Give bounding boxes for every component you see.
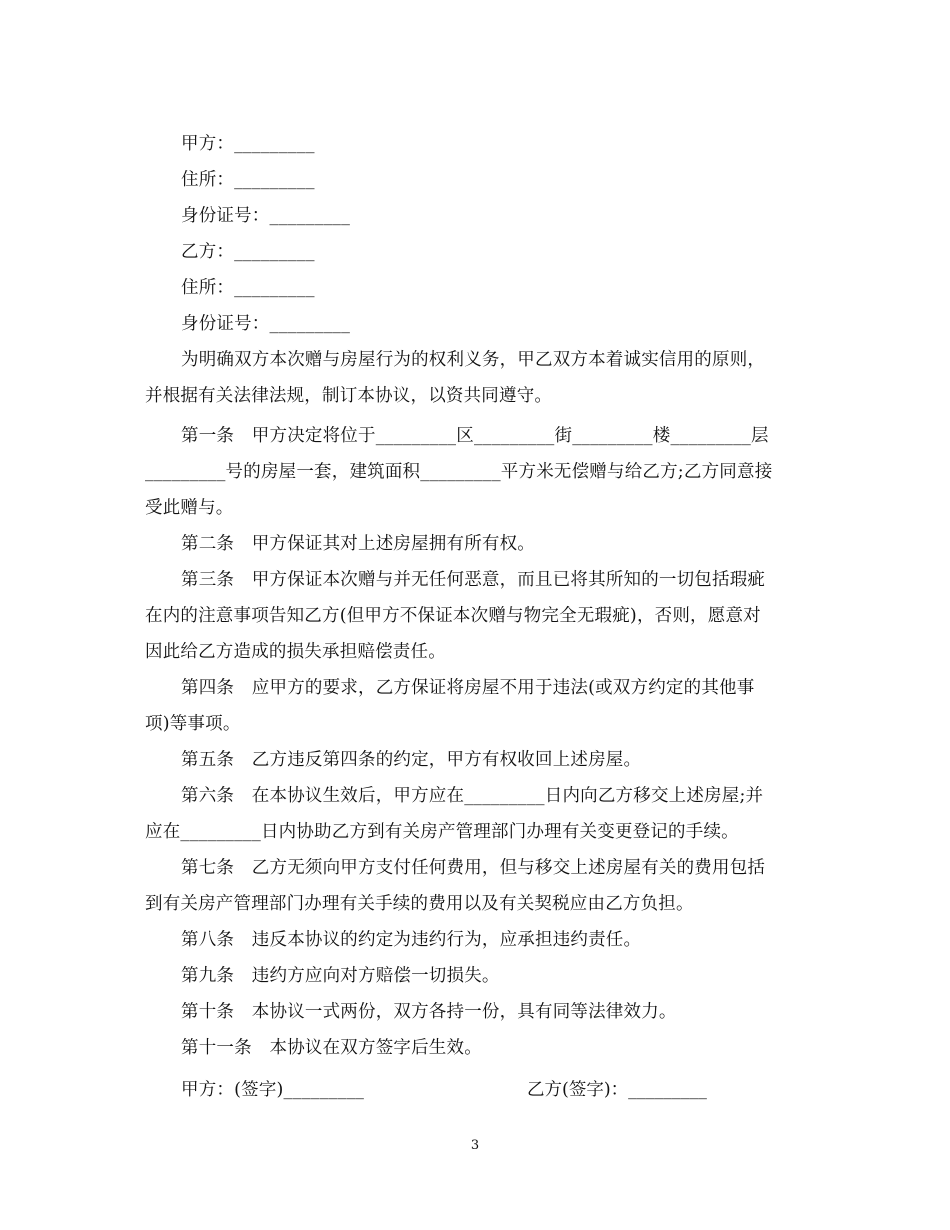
- article-4-line: 项)等事项。: [145, 714, 241, 734]
- article-8-line: 第八条 违反本协议的约定为违约行为，应承担违约责任。: [181, 930, 642, 950]
- party-a-name-line: 甲方：_________: [181, 134, 315, 154]
- party-a-signature: 甲方：(签字)_________: [181, 1080, 365, 1100]
- article-6-line: 第六条 在本协议生效后，甲方应在_________日内向乙方移交上述房屋;并: [181, 786, 764, 806]
- article-4-line: 第四条 应甲方的要求，乙方保证将房屋不用于违法(或双方约定的其他事: [181, 678, 755, 698]
- party-b-name-line: 乙方：_________: [181, 242, 315, 262]
- article-2-line: 第二条 甲方保证其对上述房屋拥有所有权。: [181, 534, 535, 554]
- article-7-line: 第七条 乙方无须向甲方支付任何费用，但与移交上述房屋有关的费用包括: [181, 858, 766, 878]
- article-1-line: 受此赠与。: [145, 498, 234, 518]
- article-3-line: 第三条 甲方保证本次赠与并无任何恶意，而且已将其所知的一切包括瑕疵: [181, 570, 766, 590]
- party-a-id-line: 身份证号：_________: [181, 206, 351, 226]
- intro-line: 为明确双方本次赠与房屋行为的权利义务，甲乙双方本着诚实信用的原则，: [181, 350, 766, 370]
- party-b-address-line: 住所：_________: [181, 278, 315, 298]
- article-3-line: 在内的注意事项告知乙方(但甲方不保证本次赠与物完全无瑕疵)，否则，愿意对: [145, 606, 761, 626]
- article-1-line: _________号的房屋一套，建筑面积_________平方米无偿赠与给乙方;乙方同意接: [145, 462, 773, 482]
- article-9-line: 第九条 违约方应向对方赔偿一切损失。: [181, 966, 500, 986]
- article-5-line: 第五条 乙方违反第四条的约定，甲方有权收回上述房屋。: [181, 750, 642, 770]
- article-11-line: 第十一条 本协议在双方签字后生效。: [181, 1038, 482, 1058]
- party-b-signature: 乙方(签字)：_________: [527, 1080, 707, 1100]
- article-3-line: 因此给乙方造成的损失承担赔偿责任。: [145, 642, 446, 662]
- article-6-line: 应在_________日内协助乙方到有关房产管理部门办理有关变更登记的手续。: [145, 822, 739, 842]
- intro-line: 并根据有关法律法规，制订本协议，以资共同遵守。: [145, 386, 553, 406]
- page-number: 3: [470, 1138, 480, 1153]
- article-7-line: 到有关房产管理部门办理有关手续的费用以及有关契税应由乙方负担。: [145, 894, 694, 914]
- article-1-line: 第一条 甲方决定将位于_________区_________街_________楼_________层: [181, 426, 769, 446]
- article-10-line: 第十条 本协议一式两份，双方各持一份，具有同等法律效力。: [181, 1002, 677, 1022]
- party-a-address-line: 住所：_________: [181, 170, 315, 190]
- party-b-id-line: 身份证号：_________: [181, 314, 351, 334]
